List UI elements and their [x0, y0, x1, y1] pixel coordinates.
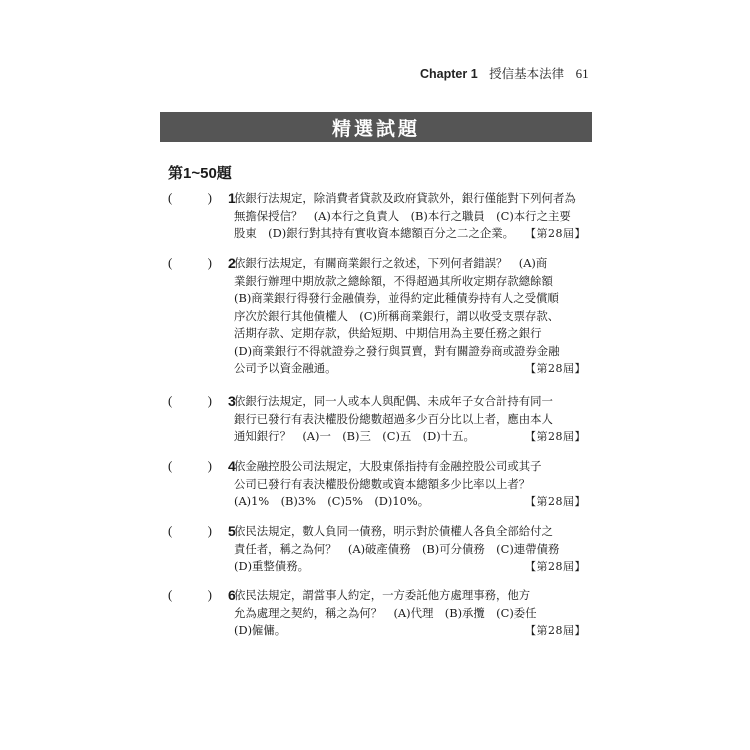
question-text: 依銀行法規定，同一人或本人與配偶、未成年子女合計持有同一 銀行已發行有表決權股份總數超過多少百分比以上者，應由本人 通知銀行？ (A)一 (B)三 (C)五 (D)十五。 【第28屆】 [234, 393, 586, 446]
question-number: 6 [228, 587, 236, 603]
question-text: 依銀行法規定，除消費者貸款及政府貸款外，銀行僅能對下列何者為 無擔保授信？ (A)本行之負責人 (B)本行之職員 (C)本行之主要 股東 (D)銀行對其持有實收資本總額百分之二之企業。 【第28屆】 [234, 190, 586, 243]
page-number: 61 [575, 66, 589, 81]
answer-blank: ( ) [168, 190, 212, 205]
source-tag: 【第28屆】 [525, 624, 586, 637]
question-text: 依民法規定，謂當事人約定，一方委託他方處理事務，他方 允為處理之契約，稱之為何？ (A)代理 (B)承攬 (C)委任 (D)僱傭。 【第28屆】 [234, 587, 586, 640]
source-tag: 【第28屆】 [525, 495, 586, 508]
chapter-label: Chapter 1 [420, 67, 478, 81]
chapter-title: 授信基本法律 [489, 67, 565, 81]
source-tag: 【第28屆】 [525, 362, 586, 375]
source-tag: 【第28屆】 [525, 227, 586, 240]
answer-blank: ( ) [168, 393, 212, 408]
question-number: 3 [228, 393, 236, 409]
answer-blank: ( ) [168, 587, 212, 602]
source-tag: 【第28屆】 [525, 430, 586, 443]
answer-blank: ( ) [168, 458, 212, 473]
answer-blank: ( ) [168, 255, 212, 270]
running-header [420, 64, 590, 82]
question-text: 依金融控股公司法規定，大股東係指持有金融控股公司或其子 公司已發行有表決權股份總數或資本總額多少比率以上者？ (A)1% (B)3% (C)5% (D)10%。 【第28屆】 [234, 458, 586, 511]
question-text: 依民法規定，數人負同一債務，明示對於債權人各負全部給付之 責任者，稱之為何？ (A)破產債務 (B)可分債務 (C)連帶債務 (D)重整債務。 【第28屆】 [234, 523, 586, 576]
section-banner [160, 112, 592, 142]
banner-title: 精選試題 [331, 117, 420, 140]
question-text: 依銀行法規定，有關商業銀行之敘述，下列何者錯誤？ (A)商 業銀行辦理中期放款之總餘額，不得超過其所收定期存款總餘額 (B)商業銀行得發行金融債券，並得約定此種債券持有人之受償順 序次於銀行其他債權人 (C)所稱商業銀行，謂以收受支票存款、 活期存款、定期存款，供給短期、中期信用為主要任務之銀行 (D)商業銀行不得就證券之發行與買賣，對有關證券商或證券金融 公司予以資金融通。 【第28屆】 [234, 255, 586, 378]
section-heading: 第1~50題 [168, 165, 232, 182]
question-number: 2 [228, 255, 236, 271]
question-number: 4 [228, 458, 236, 474]
question-number: 5 [228, 523, 236, 539]
answer-blank: ( ) [168, 523, 212, 538]
source-tag: 【第28屆】 [525, 560, 586, 573]
question-number: 1 [228, 190, 236, 206]
